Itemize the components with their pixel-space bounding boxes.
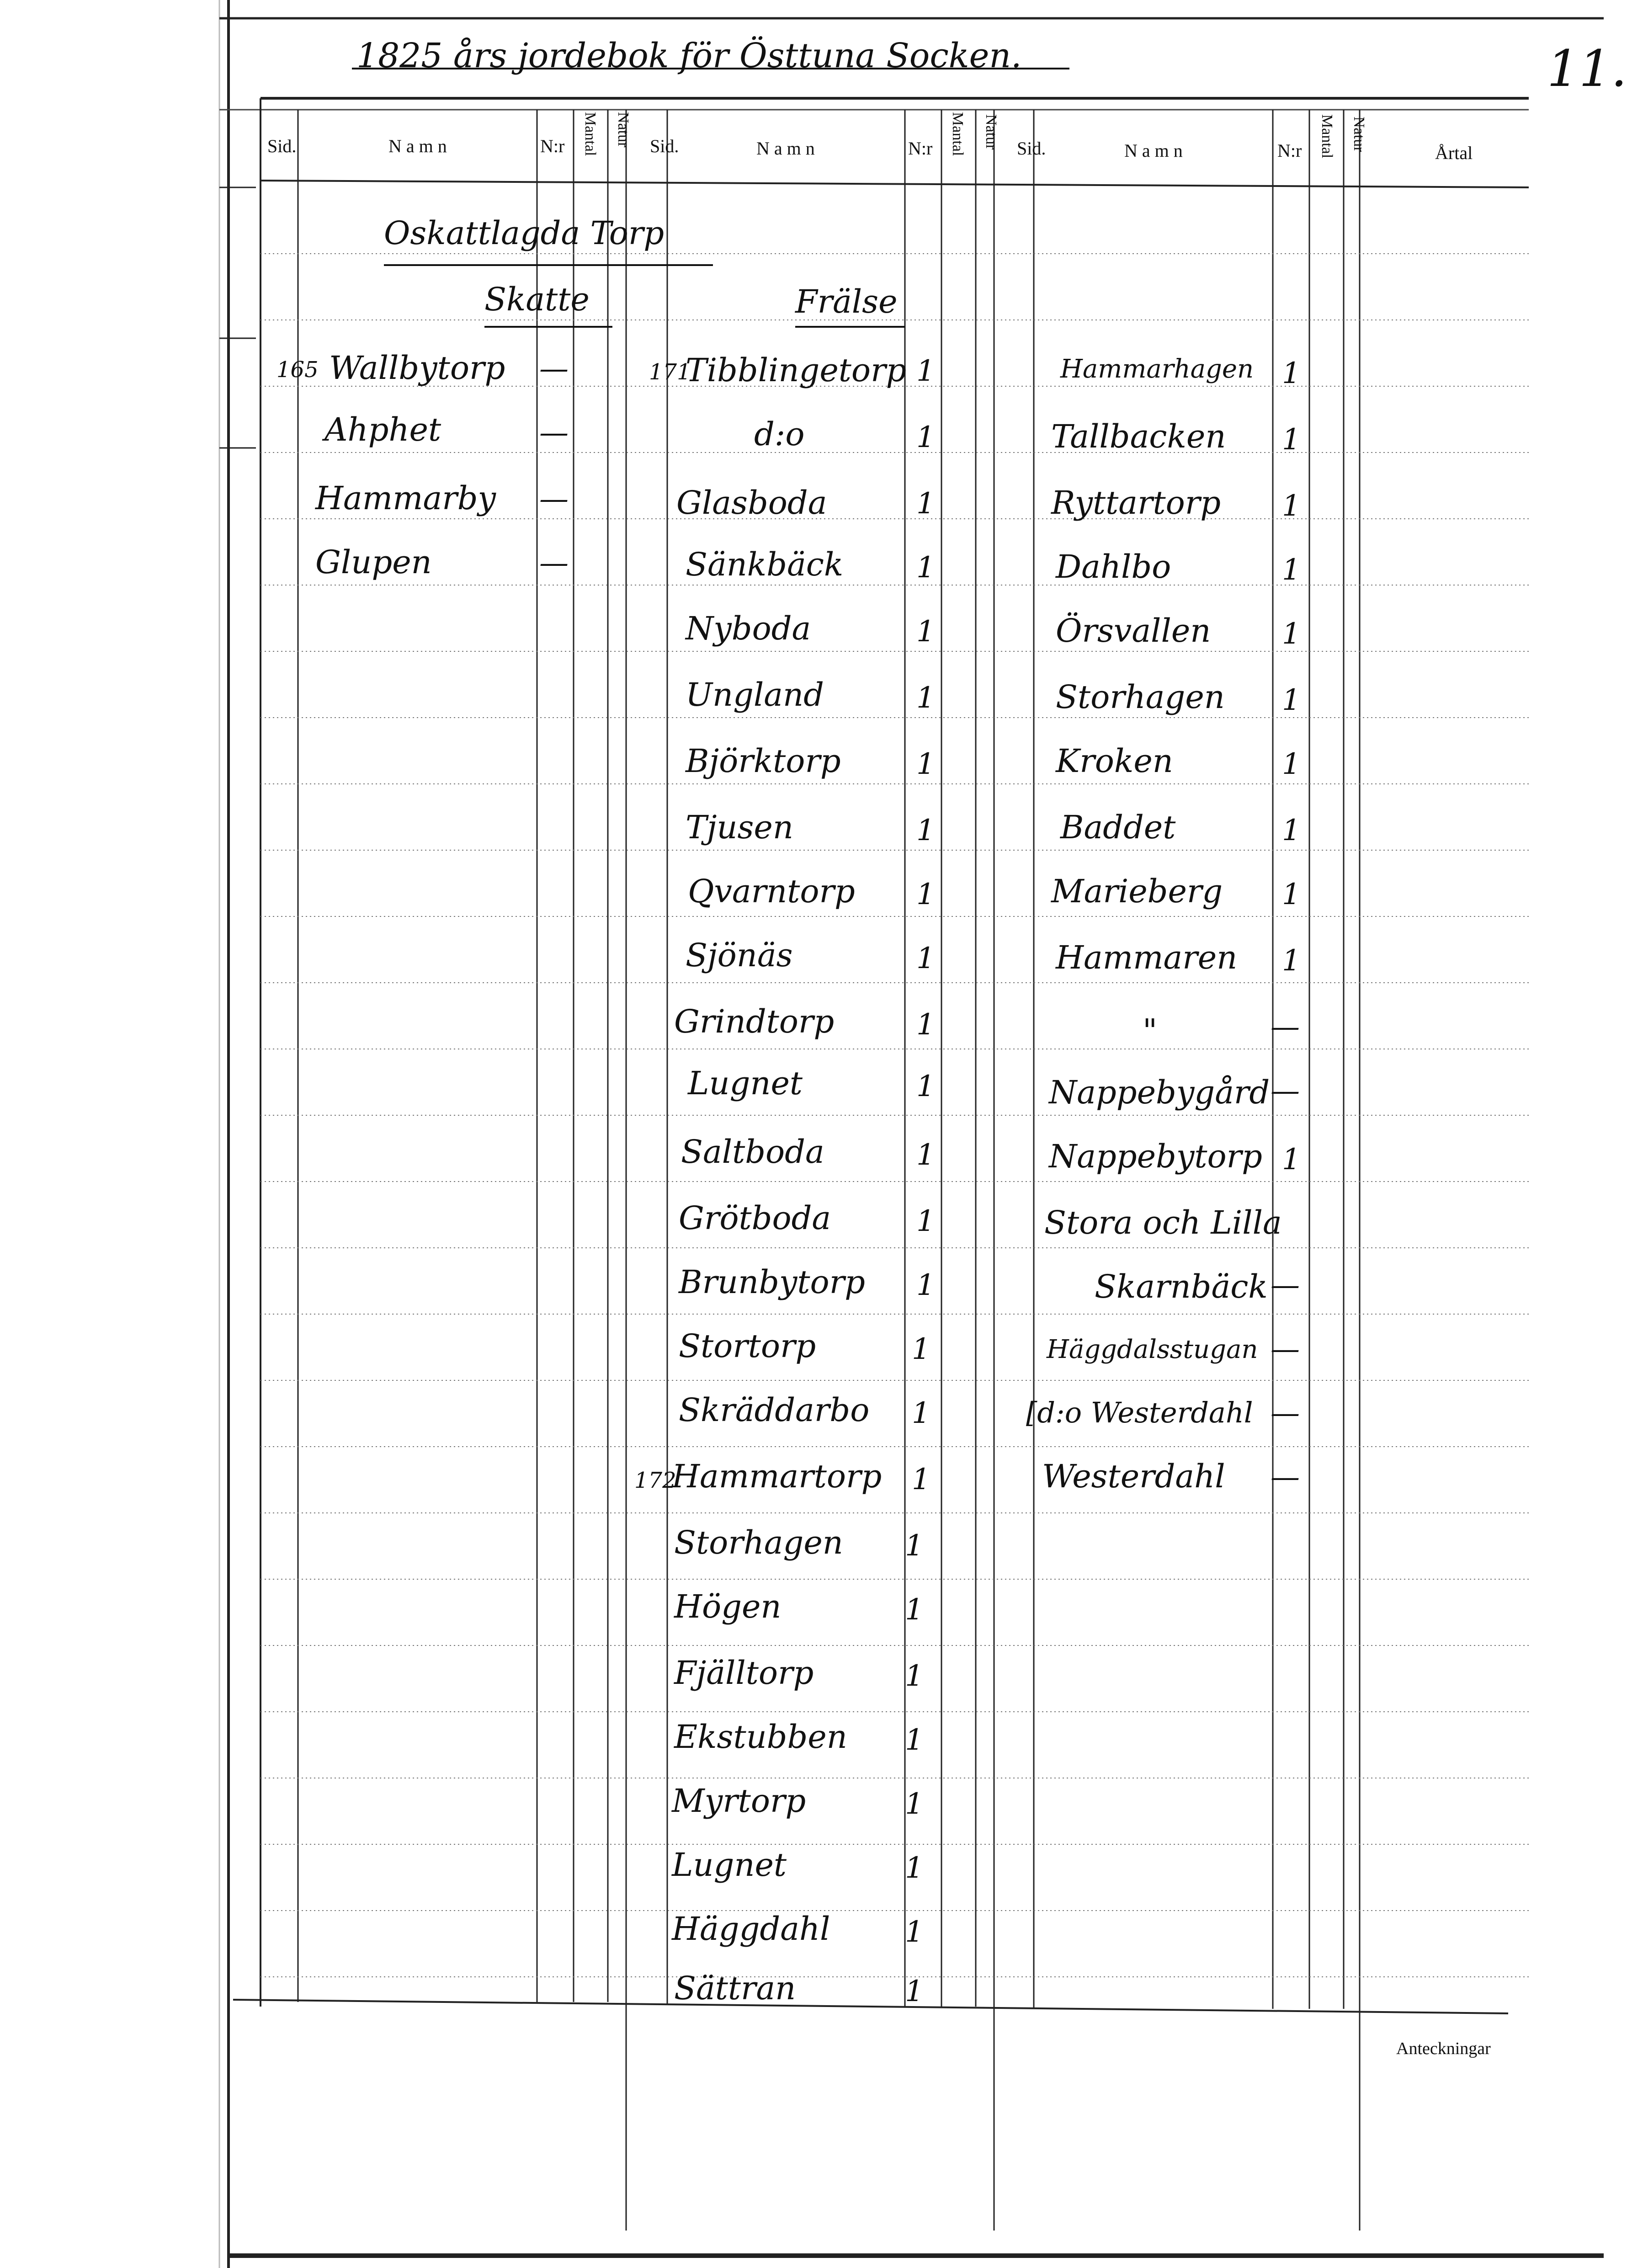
left-mark-4: — [539,546,569,580]
mid-mark-21: 1 [905,1659,924,1693]
header-namn-1: N a m n [388,136,447,156]
mid-mark-1: 1 [916,354,935,388]
left-sid-1: 165 [276,357,319,383]
fralse-subheading: Frälse [795,283,898,320]
header-mantal-1: Mantal [582,112,599,156]
left-name-2: Ahphet [324,411,441,448]
section-heading: Oskattlagda Torp [384,214,665,252]
mid-mark-7: 1 [916,747,935,781]
header-nr-1: N:r [540,136,565,156]
mid-name-11: Grindtorp [674,1003,835,1040]
mid-name-7: Björktorp [686,742,841,780]
header-namn-3: N a m n [1124,140,1183,161]
mid-mark-20: 1 [905,1593,924,1627]
mid-name-24: Lugnet [672,1846,787,1884]
right-name-6: Storhagen [1056,678,1225,716]
left-mark-3: — [539,482,569,516]
right-name-4: Dahlbo [1056,548,1171,586]
right-mark-17: — [1271,1396,1300,1430]
right-name-13: Nappebytorp [1049,1138,1262,1175]
page-title: 1825 års jordebok för Östtuna Socken. [356,36,1022,75]
right-mark-18: — [1271,1460,1300,1494]
header-natur-1: Natur [615,112,632,148]
header-mantal-2: Mantal [949,112,966,156]
right-mark-13: 1 [1282,1143,1301,1177]
mid-sid-18: 172 [634,1468,676,1493]
mid-mark-3: 1 [916,487,935,521]
mid-name-1: Tibblingetorp [686,351,907,389]
page-number: 11. [1547,39,1627,98]
mid-mark-10: 1 [916,942,935,975]
mid-name-15: Brunbytorp [679,1263,865,1301]
mid-mark-11: 1 [916,1008,935,1042]
mid-name-17: Skräddarbo [679,1391,870,1429]
mid-name-8: Tjusen [686,809,793,846]
right-name-14: Stora och Lilla [1044,1204,1282,1241]
mid-mark-13: 1 [916,1138,935,1172]
mid-mark-19: 1 [905,1529,924,1563]
header-namn-2: N a m n [756,138,815,159]
mid-mark-6: 1 [916,681,935,715]
header-mantal-3: Mantal [1319,114,1335,159]
left-name-1: Wallbytorp [329,349,505,387]
header-sid-2: Sid. [650,136,679,156]
mid-mark-25: 1 [905,1915,924,1949]
right-mark-5: 1 [1282,617,1301,651]
right-mark-15: — [1271,1268,1300,1302]
right-name-8: Baddet [1060,809,1176,846]
header-artal: Årtal [1435,143,1473,163]
mid-mark-18: 1 [912,1463,930,1496]
header-nr-3: N:r [1277,140,1302,161]
right-mark-7: 1 [1282,747,1301,781]
header-sid-1: Sid. [267,136,297,156]
mid-name-13: Saltboda [681,1133,824,1171]
right-name-7: Kroken [1056,742,1173,780]
right-mark-9: 1 [1282,878,1301,911]
right-mark-16: — [1271,1332,1300,1366]
right-name-18: Westerdahl [1042,1458,1225,1495]
mid-name-23: Myrtorp [672,1782,806,1820]
mid-name-4: Sänkbäck [686,546,844,583]
skatte-subheading: Skatte [484,281,590,318]
mid-name-12: Lugnet [688,1065,803,1102]
left-name-4: Glupen [315,543,432,581]
left-mark-1: — [539,352,569,386]
right-name-15: Skarnbäck [1095,1268,1268,1305]
mid-name-5: Nyboda [686,610,811,647]
mid-name-21: Fjälltorp [674,1654,814,1692]
mid-mark-4: 1 [916,551,935,585]
right-mark-2: 1 [1282,423,1301,457]
mid-mark-22: 1 [905,1723,924,1757]
mid-name-10: Sjönäs [686,937,793,974]
mid-mark-16: 1 [912,1332,930,1366]
right-name-1: Hammarhagen [1060,354,1254,384]
right-name-16: Häggdalsstugan [1047,1335,1258,1364]
mid-name-16: Stortorp [679,1327,816,1365]
right-mark-3: 1 [1282,489,1301,523]
right-mark-6: 1 [1282,683,1301,717]
right-name-11: " [1143,1012,1158,1049]
mid-mark-8: 1 [916,814,935,847]
mid-mark-5: 1 [916,615,935,649]
mid-mark-17: 1 [912,1396,930,1430]
mid-mark-26: 1 [905,1975,924,2008]
left-name-3: Hammarby [315,479,496,517]
mid-sid-1: 171 [649,359,691,385]
mid-mark-15: 1 [916,1268,935,1302]
right-mark-8: 1 [1282,814,1301,847]
right-name-3: Ryttartorp [1051,484,1221,522]
mid-name-20: Högen [674,1588,782,1625]
right-mark-1: 1 [1282,357,1301,390]
right-name-5: Örsvallen [1056,612,1211,650]
mid-name-9: Qvarntorp [688,873,855,910]
right-name-2: Tallbacken [1051,418,1226,455]
left-mark-2: — [539,416,569,450]
mid-name-14: Grötboda [679,1199,831,1237]
right-mark-12: — [1271,1074,1300,1108]
mid-name-25: Häggdahl [672,1910,830,1948]
notes-label: Anteckningar [1396,2039,1491,2058]
right-name-10: Hammaren [1056,939,1238,976]
header-nr-2: N:r [908,138,933,159]
mid-name-19: Storhagen [674,1524,843,1561]
mid-name-18: Hammartorp [672,1458,882,1495]
mid-mark-14: 1 [916,1204,935,1238]
mid-mark-12: 1 [916,1070,935,1103]
right-mark-10: 1 [1282,944,1301,978]
header-natur-3: Natur [1351,117,1367,152]
mid-mark-9: 1 [916,878,935,911]
right-name-17: [d:o Westerdahl [1026,1396,1253,1429]
mid-name-3: Glasboda [676,484,827,522]
right-mark-11: — [1271,1010,1300,1044]
mid-name-6: Ungland [686,676,824,713]
right-mark-4: 1 [1282,553,1301,587]
mid-mark-2: 1 [916,421,935,454]
mid-name-26: Sättran [674,1970,796,2007]
header-sid-3: Sid. [1017,138,1046,159]
header-natur-2: Natur [983,114,1000,150]
mid-mark-24: 1 [905,1851,924,1885]
mid-name-2: d:o [754,415,805,453]
mid-mark-23: 1 [905,1787,924,1821]
mid-name-22: Ekstubben [674,1718,847,1756]
right-name-9: Marieberg [1051,873,1223,910]
right-name-12: Nappebygård [1049,1074,1270,1111]
